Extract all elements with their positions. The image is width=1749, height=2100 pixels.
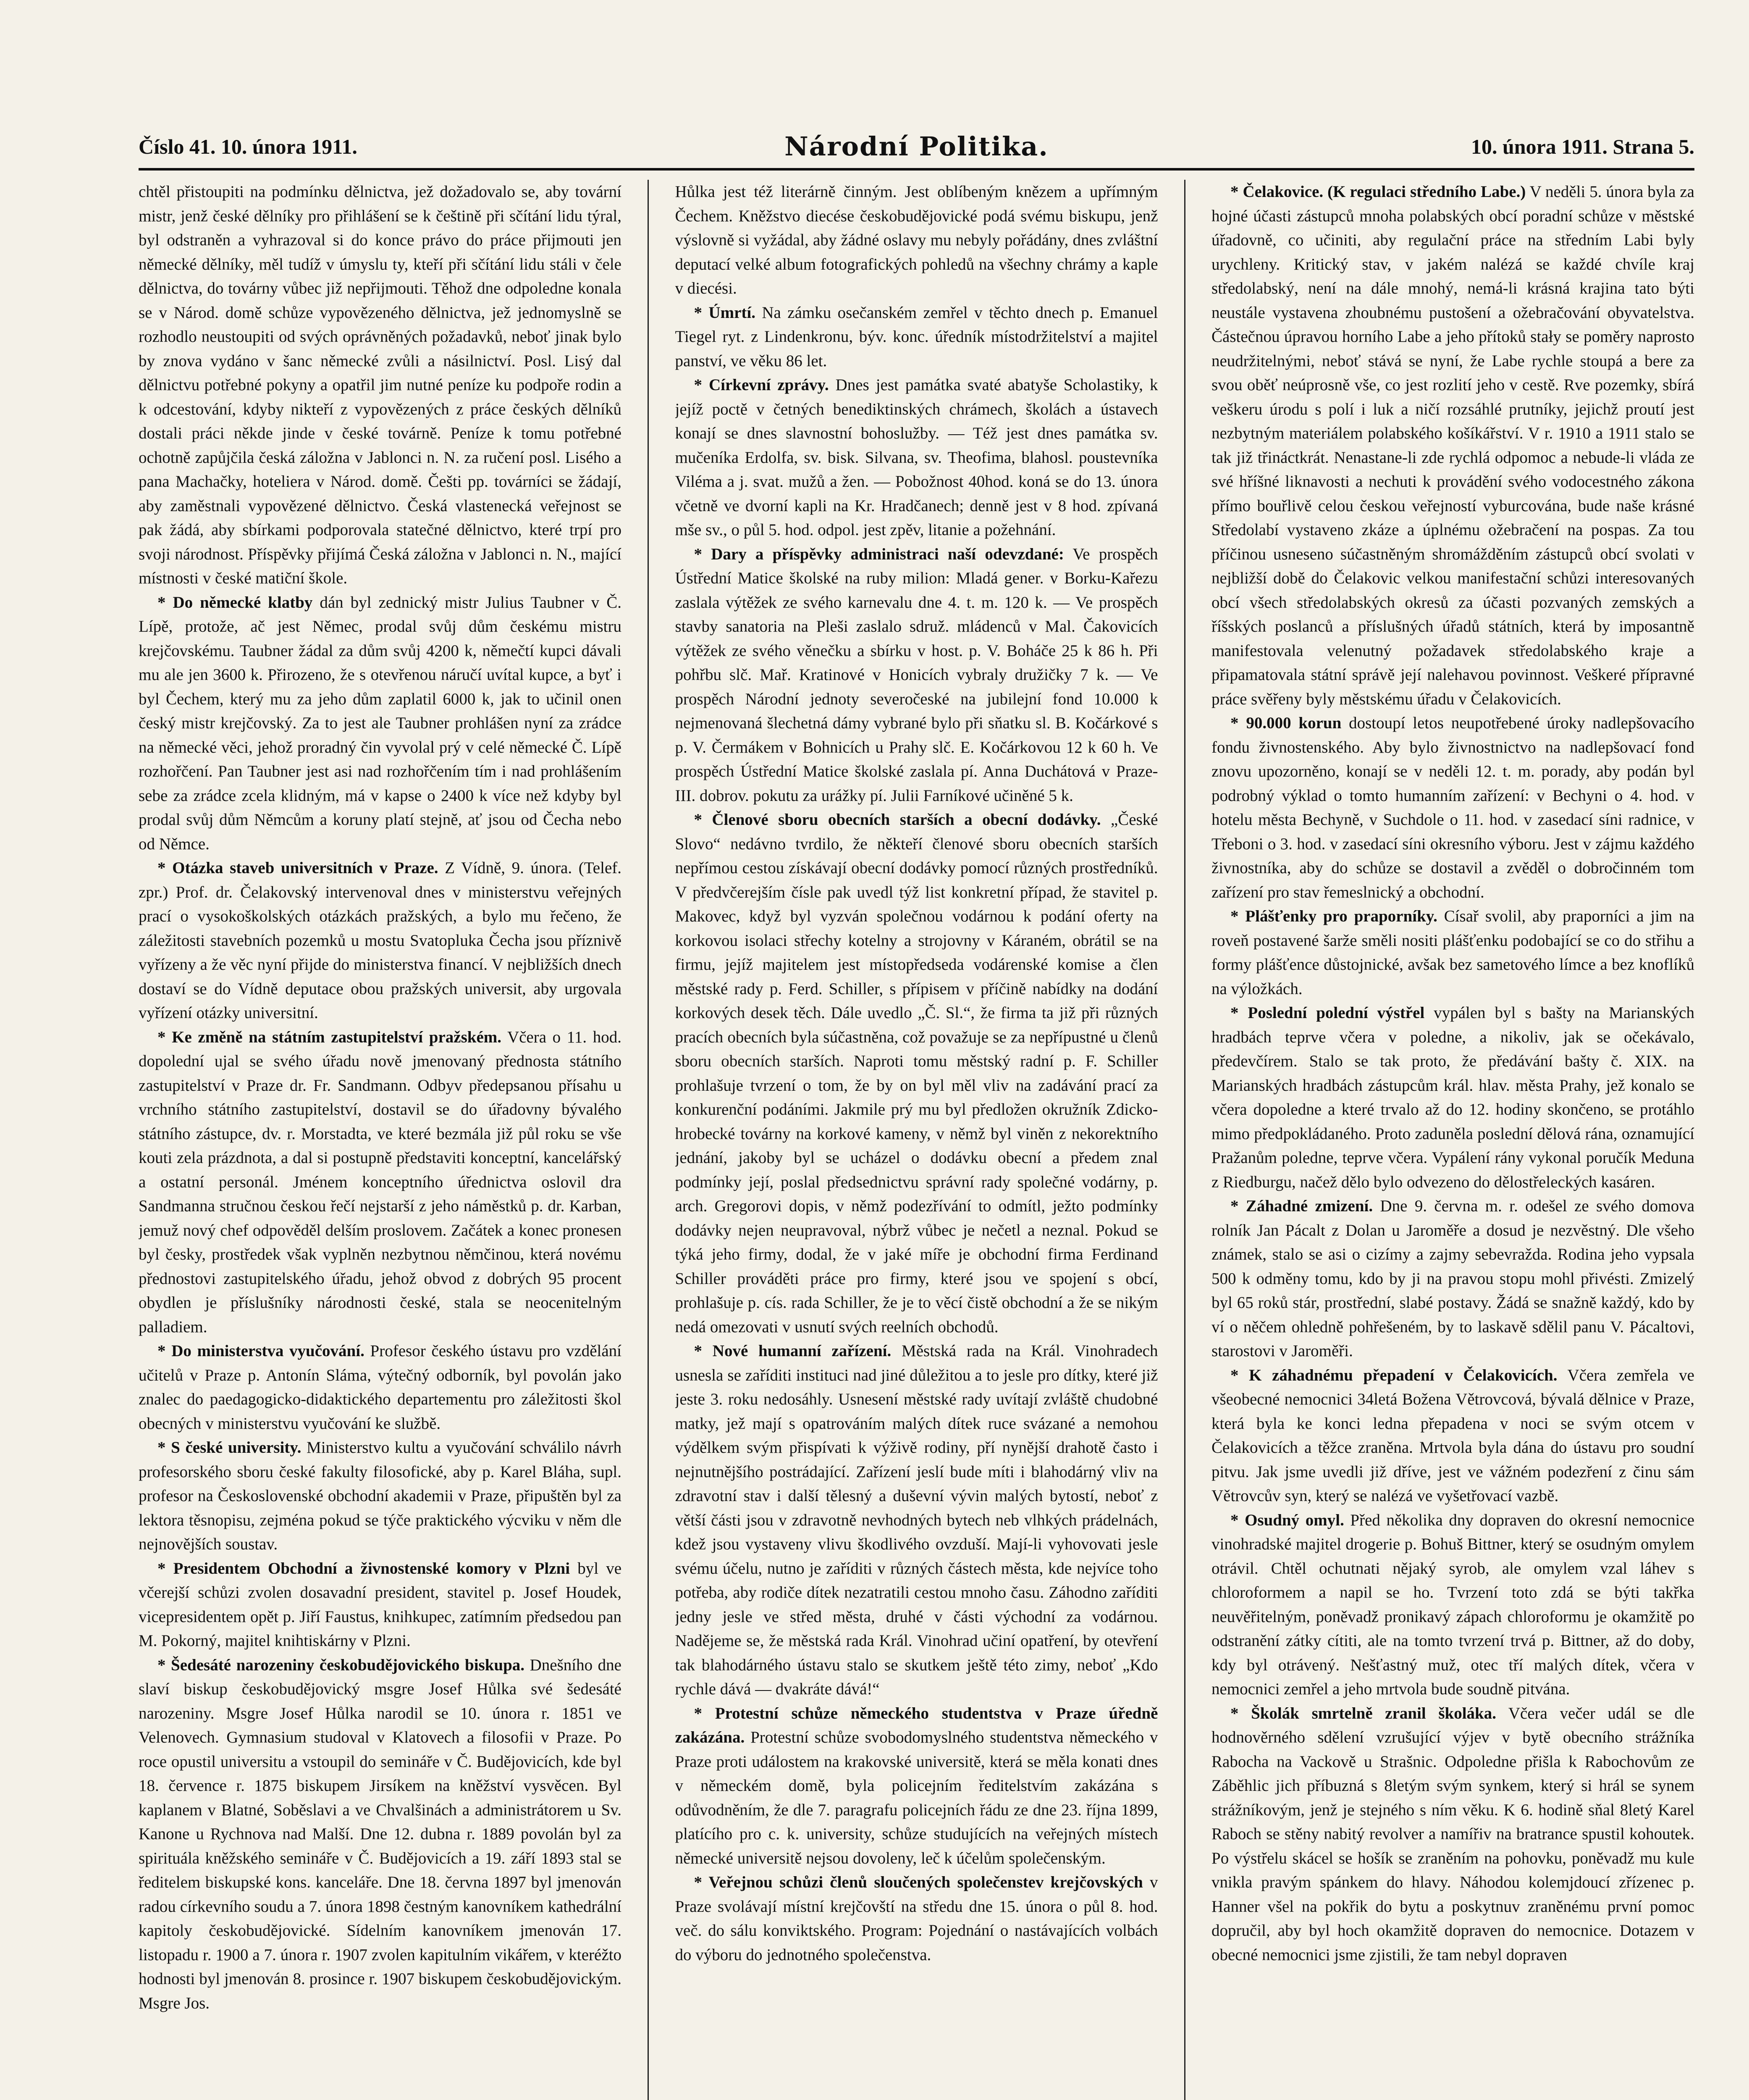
- article-heading: * Úmrtí.: [694, 303, 755, 322]
- article-text: Ministerstvo kultu a vyučování schválilo návrh profesorského sboru české fakulty filosofické, aby p. Karel Bláha, supl. profesor na Československé obchodní akademii v Praze, připuštěn byl za lektora těsnopisu, zejména pokud se týče praktického výcviku v něm dle nejnovějších soustav.: [139, 1438, 621, 1553]
- article-heading: * Nové humanní zařízení.: [694, 1342, 892, 1360]
- column-3: [1211, 180, 1694, 2100]
- article-heading: * Šedesáté narozeniny českobudějovického biskupa.: [157, 1656, 525, 1674]
- issue-number: Číslo 41. 10. února 1911.: [139, 135, 357, 158]
- article: [139, 1557, 621, 1653]
- article-heading: * Členové sboru obecních starších a obecní dodávky.: [694, 811, 1101, 829]
- article-text: Na zámku osečanském zemřel v těchto dnech p. Emanuel Tiegel ryt. z Lindenkronu, býv. konc. úředník místodržitelství a majitel panství, ve věku 86 let.: [675, 303, 1158, 370]
- article: [1211, 1194, 1694, 1363]
- article-text: dán byl zednický mistr Julius Taubner v Č. Lípě, protože, ač jest Němec, prodal svůj dům českému mistru krejčovskému. Taubner žádal za dům svůj 4200 k, němečtí kupci dávali mu ale jen 3600 k. Přirozeno, že s otevřenou náručí uvítal kupce, a byť i byl Čechem, který mu za jeho dům zaplatil 6000 k, jak to učinil onen český mistr krejčovský. Za to jest ale Taubner prohlášen nyní za zrádce na německé věci, jehož proradný čin vyvolal prý v celé německé Č. Lípě rozhořčení. Pan Taubner jest asi nad rozhořčením tím i nad prohlášením sebe za zrádce zcela klidným, má v kapse o 2400 k více než kdyby byl prodal svůj dům Němcům a koruny platí stejně, ať jsou od Čecha nebo od Němce.: [139, 593, 621, 853]
- article: [675, 1870, 1158, 1967]
- article: [1211, 180, 1694, 711]
- article-heading: * Záhadné zmizení.: [1230, 1197, 1373, 1215]
- article: [139, 1025, 621, 1339]
- article-heading: * Čelakovice. (K regulaci středního Labe.): [1230, 183, 1526, 201]
- article-heading: * Do německé klatby: [157, 593, 313, 612]
- article-heading: * Presidentem Obchodní a živnostenské komory v Plzni: [157, 1559, 570, 1578]
- article-text: Z Vídně, 9. února. (Telef. zpr.) Prof. dr. Čelakovský intervenoval dnes v ministerstvu veřejných prací o vysokoškolských otázkách pražských, a bylo mu řečeno, že záležitosti stavebních pozemků u mostu Svatopluka Čecha jsou příznivě vyřízeny a že věc nyní přijde do ministerstva financí. V nejbližších dnech dostaví se do Vídně deputace obou pražských universit, aby urgovala vyřízení otázky universitní.: [139, 859, 621, 1022]
- article: [675, 808, 1158, 1339]
- article-text: Včera o 11. hod. dopolední ujal se svého úřadu nově jmenovaný přednosta státního zastupitelství v Praze dr. Fr. Sandmann. Odbyv předepsanou přísahu u vrchního státního zastupitelství, dostavil se do úřadovny bývalého státního zástupce, dv. r. Morstadta, ve které bezmála již půl roku se vše kouti zela prázdnota, a dal si postupně představiti konceptní, kancelářský a ostatní personál. Jménem konceptního úřednictva oslovil dra Sandmanna stručnou českou řečí nejstarší z jeho náměstků p. dr. Karban, jemuž nový chef odpověděl delším proslovem. Začátek a konec pronesen byl česky, prostředek však vyplněn nezbytnou němčinou, která novému přednostovi zastupitelského úřadu, jehož obvod z dobrých 95 procent obydlen je příslušníky národnosti české, stala se neocenitelným palladiem.: [139, 1028, 621, 1336]
- article: [1211, 1508, 1694, 1701]
- article-continuation: [139, 180, 621, 591]
- article-heading: * Otázka staveb universitních v Praze.: [157, 859, 438, 877]
- article: [1211, 711, 1694, 904]
- article-text: Dne 9. června m. r. odešel ze svého domova rolník Jan Pácalt z Dolan u Jaroměře a dosud je nezvěstný. Dle všeho známek, stalo se asi o cizímy a zajmy sebevražda. Rodina jeho vypsala 500 k odměny tomu, kdo by ji na pravou stopu mohl přivésti. Zmizelý byl 65 roků stár, prostřední, slabé postavy. Žádá se snažně každý, kdo by ví o něčem ohledně pohřešeném, by to laskavě sdělil panu V. Pácaltovi, starostovi v Jaroměři.: [1211, 1197, 1694, 1360]
- article: [139, 1653, 621, 2016]
- article: [1211, 904, 1694, 1001]
- article-text: Císař svolil, aby praporníci a jim na roveň postavené šarže směli nositi plášťenku podobající se co do střihu a formy plášťence důstojnické, avšak bez sametového límce a bez knoflíků na výložkách.: [1211, 907, 1694, 998]
- article-text: Před několika dny dopraven do okresní nemocnice vinohradské majitel drogerie p. Bohuš Bittner, který se osudným omylem otrávil. Chtěl ochutnati nějaký syrob, ale omylem vzal láhev s chloroformem a napil se ho. Tvrzení toto zdá se býti takřka neuvěřitelným, poněvadž pronikavý zápach chloroformu je okamžitě po odstranění zátky cítiti, ale na tomto tvrzení trvá p. Bittner, až do doby, kdy byl otrávený. Nešťastný muž, otec tří malých dítek, včera v nemocnici zemřel a jeho mrtvola bude soudně pitvána.: [1211, 1511, 1694, 1698]
- article-text: Dnešního dne slaví biskup českobudějovický msgre Josef Hůlka své šedesáté narozeniny. Msgre Josef Hůlka narodil se 10. února r. 1851 ve Velenovech. Gymnasium studoval v Klatovech a filosofii v Praze. Po roce opustil universitu a vstoupil do semináře v Č. Budějovicích, kde byl 18. července r. 1875 biskupem Jirsíkem na kněžství vysvěcen. Byl kaplanem v Blatné, Soběslavi a ve Chvalšinách a administrátorem u Sv. Kanone u Rychnova nad Malší. Dne 12. dubna r. 1889 povolán byl za spirituála kněžského semináře v Č. Budějovicích a 19. září 1893 stal se ředitelem biskupské kons. kanceláře. Dne 18. června 1897 byl jmenován radou církevního soudu a 7. února 1898 čestným kanovníkem kathedrální kapitoly českobudějovické. Sídelním kanovníkem jmenován 17. listopadu r. 1900 a 7. února r. 1907 zvolen kapitulním vikářem, v kteréžto hodnosti byl jmenován 8. prosince r. 1907 biskupem českobudějovickým. Msgre Jos.: [139, 1656, 621, 2012]
- article: [675, 1701, 1158, 1871]
- article-heading: * Ke změně na státním zastupitelství pražském.: [157, 1028, 501, 1046]
- article-heading: * Do ministerstva vyučování.: [157, 1342, 364, 1360]
- article-text: Ve prospěch Ústřední Matice školské na ruby milion: Mladá gener. v Borku-Kařezu zaslala výtěžek ze svého karnevalu dne 4. t. m. 120 k. — Ve prospěch stavby sanatoria na Pleši zaslalo sdruž. mládenců v Mal. Čakovicích výtěžek ze svého věnečku a sbírku v host. p. V. Boháče 25 k 86 h. Při pohřbu slč. Mař. Kratinové v Honicích vybraly družičky 7 k. — Ve prospěch Národní jednoty severočeské na jubilejní fond 10.000 k nejmenovaná šlechetná dámy vybrané bylo při sňatku sl. B. Kočárkové s p. V. Čermákem v Bohnicích u Prahy slč. E. Kočárkovou 12 k 60 h. Ve prospěch Ústřední Matice školské zaslala pí. Anna Duchátová v Praze-III. dobrov. pokutu za urážky pí. Julii Farníkové učiněné 5 k.: [675, 545, 1158, 805]
- article: [675, 542, 1158, 808]
- article: [139, 591, 621, 856]
- article-text: Protestní schůze svobodomyslného studentstva německého v Praze proti událostem na krakovské universitě, která se měla konati dnes v německém domě, byla policejním ředitelstvím zakázána s odůvodněním, že dle 7. paragrafu policejních řádu ze dne 23. října 1899, platícího pro c. k. university, schůze studujících na veřejných místech německé universitě nejsou dovoleny, leč k účelům společenským.: [675, 1728, 1158, 1867]
- article: [1211, 1363, 1694, 1508]
- article: [139, 856, 621, 1025]
- article-text: Včera zemřela ve všeobecné nemocnici 34letá Božena Větrovcová, bývalá dělnice v Praze, která byla ke konci ledna přepadena v noci se svým otcem v Čelakovicích a těžce zraněna. Mrtvola byla dána do ústavu pro soudní pitvu. Jak jsme uvedli již dříve, jest ve vážném podezření z činu sám Větrovcův syn, který se nalézá ve vyšetřovací vazbě.: [1211, 1366, 1694, 1505]
- article-text: Včera večer udál se dle hodnověrného sdělení vzrušující výjev v bytě obecního strážníka Rabocha na Vackově u Strašnic. Odpoledne přišla k Rabochovům ze Záběhlic jich příbuzná s 8letým svým synkem, který si hrál se synem strážníkovým, jenž je stejného s ním věku. K 6. hodině sňal 8letý Karel Raboch se stěny nabitý revolver a namířiv na bratrance spustil kohoutek. Po výstřelu skácel se hošík se zraněním na pohovku, poněvadž mu kule vnikla pravým spánkem do hlavy. Náhodou kolemjdoucí zřízenec p. Hanner všel na pokřik do bytu a poskytnuv zraněnému první pomoc dopručil, aby byl hoch okamžitě dopraven do nemocnice. Dotazem v obecné nemocnici jsme zjistili, že tam nebyl dopraven: [1211, 1704, 1694, 1964]
- article-continuation: [675, 180, 1158, 301]
- article-text: vypálen byl s bašty na Marianských hradbách teprve včera v poledne, a nikoliv, jak se očekávalo, předevčírem. Stalo se tak proto, že předávání bašty č. XIX. na Marianských hradbách zástupcům král. hlav. města Prahy, jež konalo se včera dopoledne a které trvalo až do 12. hodiny skončeno, se protáhlo mimo předpokládaného. Proto zaduněla poslední dělová rána, oznamující Pražanům poledne, teprve včera. Vypálení rány vykonal poručík Meduna z Riedburgu, načež dělo bylo odvezeno do dělostřeleckých kasáren.: [1211, 1004, 1694, 1191]
- column-divider: [648, 180, 649, 2100]
- article-heading: * Školák smrtelně zranil školáka.: [1230, 1704, 1496, 1722]
- article-text: chtěl přistoupiti na podmínku dělnictva, jež dožadovalo se, aby tovární mistr, jenž české dělníky pro přihlášení se k češtině při sčítání lidu týral, byl odstraněn a vyhrazoval si do konce právo do práce přijmouti jen německé dělníky, měl tudíž v úmyslu ty, kteří při sčítání lidu stáli v čele dělnictva, do továrny vůbec již nepřijmouti. Těhož dne odpoledne konala se v Národ. domě schůze vypovězeného dělnictva, jež jednomyslně se rozhodlo neustoupiti od svých oprávněných požadavků, neboť jinak bylo by znova vydáno v šanc německé zvůli a násilnictví. Posl. Lisý dal dělnictvu potřebné pokyny a opatřil jim nutné peníze ku podpoře rodin a k odcestování, kdyby nikteří z vypovězených z práce českých dělníků dostali práci někde jinde v české továrně. Peníze k tomu potřebné ochotně zapůjčila česká záložna v Jablonci n. N. za ručení posl. Lisého a pana Machačky, hoteliera v Národ. domě. Češti pp. továrníci se žádají, aby zaměstnali vypovězené dělnictvo. Česká vlastenecká veřejnost se pak žádá, aby sbírkami podporovala statečné dělnictvo, které trpí pro svoji národnost. Příspěvky přijímá Česká záložna v Jablonci n. N., mající místnosti v české matiční škole.: [139, 183, 621, 587]
- date-and-page: 10. února 1911. Strana 5.: [1471, 135, 1694, 158]
- article: [1211, 1701, 1694, 1967]
- article-text: Dnes jest památka svaté abatyše Scholastiky, k jejíž poctě v četných benediktinských chrámech, školách a ústavech konají se dnes slavnostní bohoslužby. — Též jest dnes památka sv. mučeníka Erdolfa, sv. bisk. Silvana, sv. Theofima, blahosl. poustevníka Viléma a j. svat. mužů a žen. — Pobožnost 40hod. koná se do 13. února včetně ve dvorní kapli na Kr. Hradčanech; denně jest v 8 hod. zpívaná mše sv., o půl 5. hod. odpol. jest zpěv, litanie a požehnání.: [675, 376, 1158, 539]
- article-text: v Praze svolávají místní krejčovští na středu dne 15. února o půl 8. hod. več. do sálu konviktského. Program: Pojednání o nastávajících volbách do výboru do jednotného společenstva.: [675, 1873, 1158, 1964]
- article-heading: * 90.000 korun: [1230, 714, 1342, 732]
- article: [675, 373, 1158, 542]
- article-text: Profesor českého ústavu pro vzdělání učitelů v Praze p. Antonín Sláma, výtečný odborník, byl povolán jako znalec do paedagogicko-didaktického departementu pro záležitosti škol obecných v ministerstvu vyučování ke službě.: [139, 1342, 621, 1433]
- article-heading: * Protestní schůze německého studentstva v Praze úředně zakázána.: [675, 1704, 1158, 1746]
- article-heading: * Poslední polední výstřel: [1230, 1004, 1425, 1022]
- masthead: [139, 130, 1694, 171]
- article: [1211, 1001, 1694, 1194]
- article: [139, 1436, 621, 1557]
- article-text: dostoupí letos neupotřebené úroky nadlepšovacího fondu živnostenského. Aby bylo živnostnictvo na nadlepšovací fond znovu upozorněno, konají se v neděli 12. t. m. porady, aby podán byl podrobný výklad o tomto humanním zařízení: v Bechyni o 4. hod. v hotelu města Bechyně, v Suchdole o 11. hod. v zasedací síni radnice, v Třeboni o 3. hod. v zasedací síni okresního výboru. Jest v zájmu každého živnostníka, aby do schůze se dostavil a zvěděl o dobročinném tom zařízení pro stav řemeslnický a obchodní.: [1211, 714, 1694, 901]
- article-text: byl ve včerejší schůzi zvolen dosavadní president, stavitel p. Josef Houdek, vicepresidentem opět p. Jiří Faustus, knihkupec, zatímním předsedou pan M. Pokorný, majitel knihtiskárny v Plzni.: [139, 1559, 621, 1650]
- article-heading: * K záhadnému přepadení v Čelakovicích.: [1230, 1366, 1558, 1384]
- column-divider: [1184, 180, 1185, 2100]
- article-text: „České Slovo“ nedávno tvrdilo, že někteří členové sboru obecních starších nepřímou cestou získávají obecní dodávky pomocí různých prostředníků. V předvčerejším čísle pak uvedl týž list konkretní případ, že stavitel p. Makovec, když byl vyzván společnou vodárnou k podání oferty na korkovou isolaci střechy kotelny a strojovny v Káraném, obrátil se na firmu, jejíž majitelem jest místopředseda vodárenské komise a člen městské rady p. Ferd. Schiller, s přípisem v příčině nabídky na dodání korkových desek těch. Dále uvedlo „Č. Sl.“, že firma ta již při různých pracích obecních byla súčastněna, což považuje se za nepřípustné u členů sboru obecních starších. Naproti tomu městský radní p. F. Schiller prohlašuje tvrzení o tom, že by on byl měl vliv na zadávání prací za konkurenční podáními. Jakmile prý mu byl předložen okružník Zdicko-hrobecké továrny na korkové kameny, v němž byl viněn z nekorektního jednání, jakoby byl se ucházel o dodávku obecní a předem znal podmínky její, poslal předsednictvu správní rady společné vodárny, p. arch. Gregorovi dopis, v němž podezřívání to odmítl, ježto podmínky dodávky nejen neupravoval, nýbrž vůbec je nečetl a neznal. Pokud se týká jeho firmy, dodal, že v jaké míře je obchodní firma Ferdinand Schiller prováděti práce pro firmy, které jsou ve spojení s obcí, prohlašuje p. cís. rada Schiller, že je to věcí čistě obchodní a že se nikým nedá omezovati v usnutí svých reelních obchodů.: [675, 811, 1158, 1336]
- article: [675, 1339, 1158, 1701]
- article-text: Městská rada na Král. Vinohradech usnesla se zaříditi instituci nad jiné důležitou a to jesle pro dítky, které již jeste 3. roku nedosáhly. Usnesení městské rady uvítají zvláště chudobné matky, jež mají s opatrováním malých dítek ruce svázané a nemohou výdělkem svým přispívati k výživě rodiny, pří nynější drahotě často i nejnutnějšího postrádající. Zařízení jeslí bude míti i blahodárný vliv na zdravotní stav i další tělesný a duševní vývin malých bytostí, neboť z větší části jsou v zdravotně nevhodných bytech neb vlhkých prádelnách, kdež jsou vystaveny vlivu škodlivého ovzduší. Mají-li vyhovovati jesle svému účelu, nutno je zaříditi v různých částech města, kde nejvíce toho potřeba, aby rodiče dítek nezatratili cestou mnoho času. Záhodno zaříditi jedny jesle ve střed města, druhé v části východní za vodárnou. Nadějeme se, že městská rada Král. Vinohrad učiní opatření, by otevření tak blahodárného ústavu stalo se skutkem ještě této zimy, neboť „Kdo rychle dává — dvakráte dává!“: [675, 1342, 1158, 1698]
- article-heading: * Osudný omyl.: [1230, 1511, 1344, 1529]
- article-text: Hůlka jest též literárně činným. Jest oblíbeným knězem a upřímným Čechem. Kněžstvo diecése českobudějovické podá svému biskupu, jenž výslovně si vyžádal, aby žádné oslavy mu nebyly pořádány, dnes zvláštní deputací velké album fotografických pohledů na všechny chrámy a kaple v diecési.: [675, 183, 1158, 297]
- article: [675, 301, 1158, 373]
- column-2: [675, 180, 1158, 2100]
- article-columns: [139, 180, 1694, 2100]
- article-heading: * Veřejnou schůzi členů sloučených společenstev krejčovských: [694, 1873, 1143, 1891]
- column-1: [139, 180, 621, 2100]
- newspaper-title: Národní Politika.: [784, 131, 1049, 162]
- article: [139, 1339, 621, 1436]
- article-heading: * Církevní zprávy.: [694, 376, 829, 394]
- article-heading: * Plášťenky pro praporníky.: [1230, 907, 1437, 925]
- article-heading: * Dary a příspěvky administraci naší odevzdané:: [694, 545, 1064, 563]
- article-heading: * S české university.: [157, 1438, 302, 1457]
- article-text: V neděli 5. února byla za hojné účasti zástupců mnoha polabských obcí poradní schůze v městské úřadovně, co učiniti, aby regulační práce na středním Labi byly urychleny. Kritický stav, v jakém nalézá se každé chvíle kraj středolabský, není na dále mnohý, nemá-li krásná krajina tato býti neustále vystavena zhoubnému pustošení a ožebračování obyvatelstva. Částečnou úpravou horního Labe a jeho přítoků stały se poměry naprosto neudržitelnými, neboť stává se nyní, že Labe rychle stoupá a bere za svou oběť neúprosně vše, co jest rozlití jeho v cestě. Rve pozemky, sbírá veškeru úrodu s polí i luk a ničí rozsáhlé prutníky, jejichž proutí jest nezbytným materiálem polabského košíkářství. V r. 1910 a 1911 stalo se tak již třináctkrát. Nenastane-li zde rychlá odpomoc a nebude-li vláda ze své hříšné liknavosti a nechuti k provádění svého vodocestného zákona přímo bouřlivě celou českou veřejností vyburcována, bude naše krásné Středolabí vystaveno zkáze a úplnému ožebračení na pospas. Za tou příčinou usneseno súčastněným shromážděním zástupců obcí svolati v nejbližší době do Čelakovic velkou manifestační schůzi interesovaných obcí všech středolabských okresů za účasti pozvaných zemských a říšských poslanců a příslušných úřadů státních, která by imposantně manifestovala velenutný požadavek středolabského kraje a připamatovala státní správě její nalehavou povinnost. Veškeré přípravné práce svěřeny byly městskému úřadu v Čelakovicích.: [1211, 183, 1694, 708]
